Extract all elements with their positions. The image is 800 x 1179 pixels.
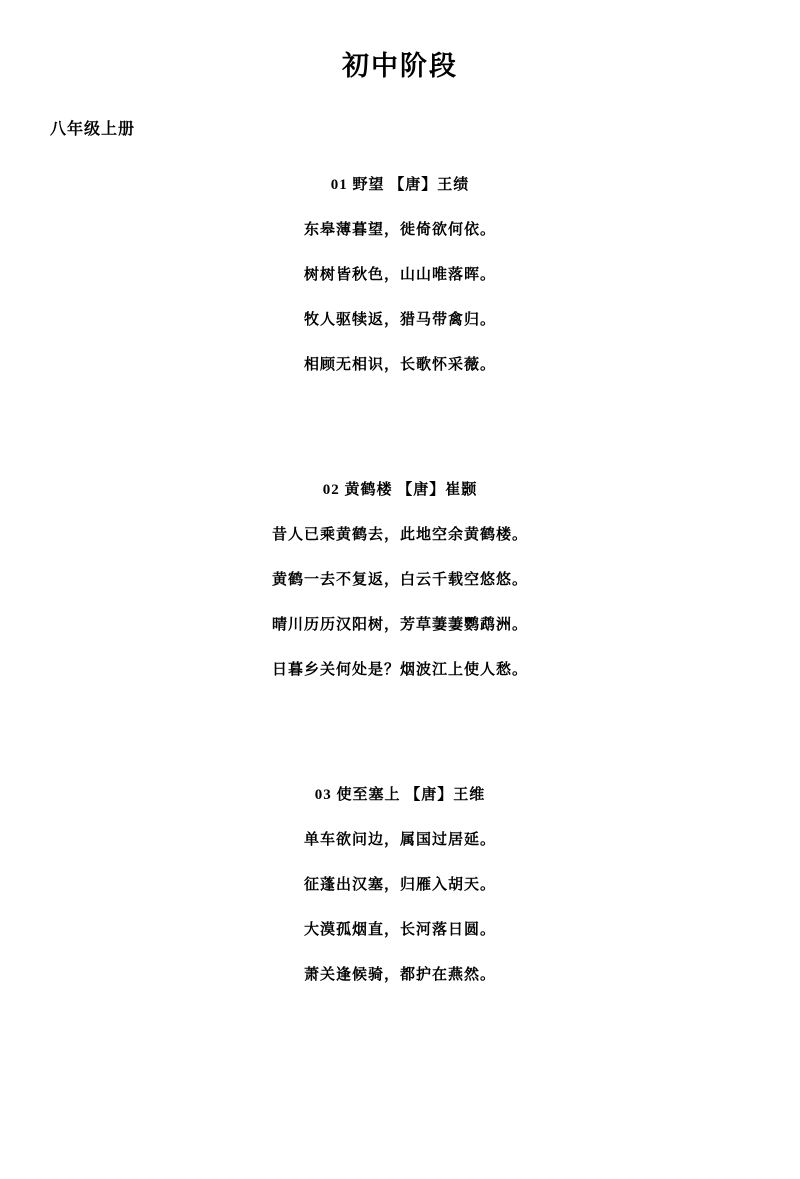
poem-heading: 02 黄鹤楼 【唐】崔颢 <box>322 481 478 498</box>
poem-line: 黄鹤一去不复返，白云千载空悠悠。 <box>271 571 528 588</box>
poem-line: 昔人已乘黄鹤去，此地空余黄鹤楼。 <box>271 526 528 543</box>
poem-line: 牧人驱犊返，猎马带禽归。 <box>303 311 496 328</box>
poem-entry-01 <box>0 173 800 374</box>
poem-line: 萧关逢候骑，都护在燕然。 <box>303 966 496 983</box>
poem-heading: 03 使至塞上 【唐】王维 <box>314 786 486 803</box>
poem-line: 大漠孤烟直，长河落日圆。 <box>303 921 496 938</box>
poem-line: 晴川历历汉阳树，芳草萋萋鹦鹉洲。 <box>271 616 528 633</box>
poem-line: 征蓬出汉塞，归雁入胡天。 <box>303 876 496 893</box>
poem-line: 单车欲问边，属国过居延。 <box>303 831 496 848</box>
poem-line: 树树皆秋色，山山唯落晖。 <box>303 266 496 283</box>
poem-entry-03 <box>0 783 800 984</box>
poem-line: 东皋薄暮望，徙倚欲何依。 <box>303 221 496 238</box>
grade-subtitle: 八年级上册 <box>50 120 136 138</box>
document-page <box>0 48 800 1179</box>
page-title: 初中阶段 <box>342 51 458 81</box>
poem-line: 相顾无相识，长歌怀采薇。 <box>303 356 496 373</box>
poem-heading: 01 野望 【唐】王绩 <box>330 176 470 193</box>
section-spacer <box>0 679 800 749</box>
poem-line: 日暮乡关何处是？烟波江上使人愁。 <box>271 661 528 678</box>
poem-entry-02 <box>0 478 800 679</box>
section-spacer <box>0 374 800 444</box>
